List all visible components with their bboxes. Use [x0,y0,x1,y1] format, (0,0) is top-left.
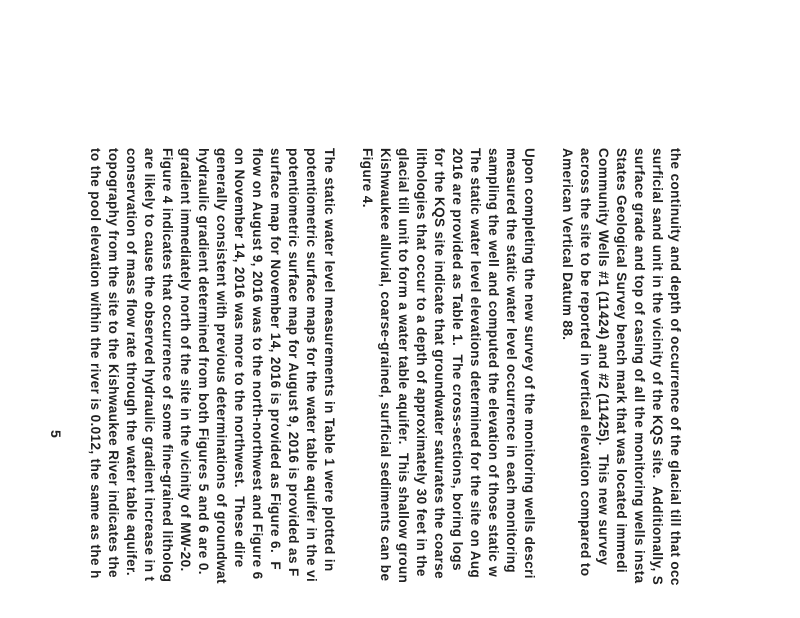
rotated-text-block [48,148,684,618]
text-line: the continuity and depth of occurrence of the glacial till that occ [668,148,683,586]
text-line: for the KQS site indicate that groundwater saturates the coarse [432,148,447,580]
text-line: States Geological Survey bench mark that was located immedi [614,148,629,573]
text-line: Community Wells #1 (11424) and #2 (11425). This new survey [596,148,611,566]
text-line: on November 14, 2016 was more to the northwest. These dire [232,148,247,568]
text-line: surficial sand unit in the vicinity of the KQS site. Additionally, S [650,148,665,586]
text-line: sampling the well and computed the elevation of those static w [486,148,501,578]
text-line: surface map for November 14, 2016 is provided as Figure 6. F [268,148,283,571]
text-line: hydraulic gradient determined from both Figures 5 and 6 are 0. [196,148,211,575]
text-line: to the pool elevation within the river is 0.012, the same as the h [88,148,103,579]
text-line: generally consistent with previous determinations of groundwat [214,148,229,584]
text-line: potentiometric surface maps for the water table aquifer in the vi [304,148,319,583]
text-line: Kishwaukee alluvial, coarse-grained, surficial sediments can be [378,148,393,582]
page-number: 5 [48,430,64,438]
text-line: gradient immediately north of the site in the vicinity of MW-20. [178,148,193,572]
text-line: lithologies that occur to a depth of approximately 30 feet in the [414,148,429,577]
text-line: The static water level measurements in Table 1 were plotted in [322,148,337,572]
text-line: measured the static water level occurrence in each monitoring [504,148,519,574]
text-line: conservation of mass flow rate through the water table aquifer. [124,148,139,577]
text-line: glacial till unit to form a water table aquifer. This shallow groun [396,148,411,584]
text-line: topography from the site to the Kishwaukee River indicates the [106,148,121,578]
text-line: are likely to cause the observed hydraulic gradient increase in t [142,148,157,582]
text-line: 2016 are provided as Table 1. The cross-sections, boring logs [450,148,465,571]
text-line: Upon completing the new survey of the monitoring wells descri [522,148,537,579]
text-line: The static water level elevations determined for the site on Aug [468,148,483,579]
text-line: Figure 4 indicates that occurrence of some fine-grained litholog [160,148,175,583]
text-line: American Vertical Datum 88. [560,148,575,341]
text-line: surface grade and top of casing of all the monitoring wells insta [632,148,647,584]
text-line: Figure 4. [360,148,375,208]
text-line: potentiometric surface map for August 9, 2016 is provided as F [286,148,301,577]
text-line: across the site to be reported in vertical elevation compared to [578,148,593,577]
text-line: flow on August 9, 2016 was to the north-northwest and Figure 6 [250,148,265,580]
